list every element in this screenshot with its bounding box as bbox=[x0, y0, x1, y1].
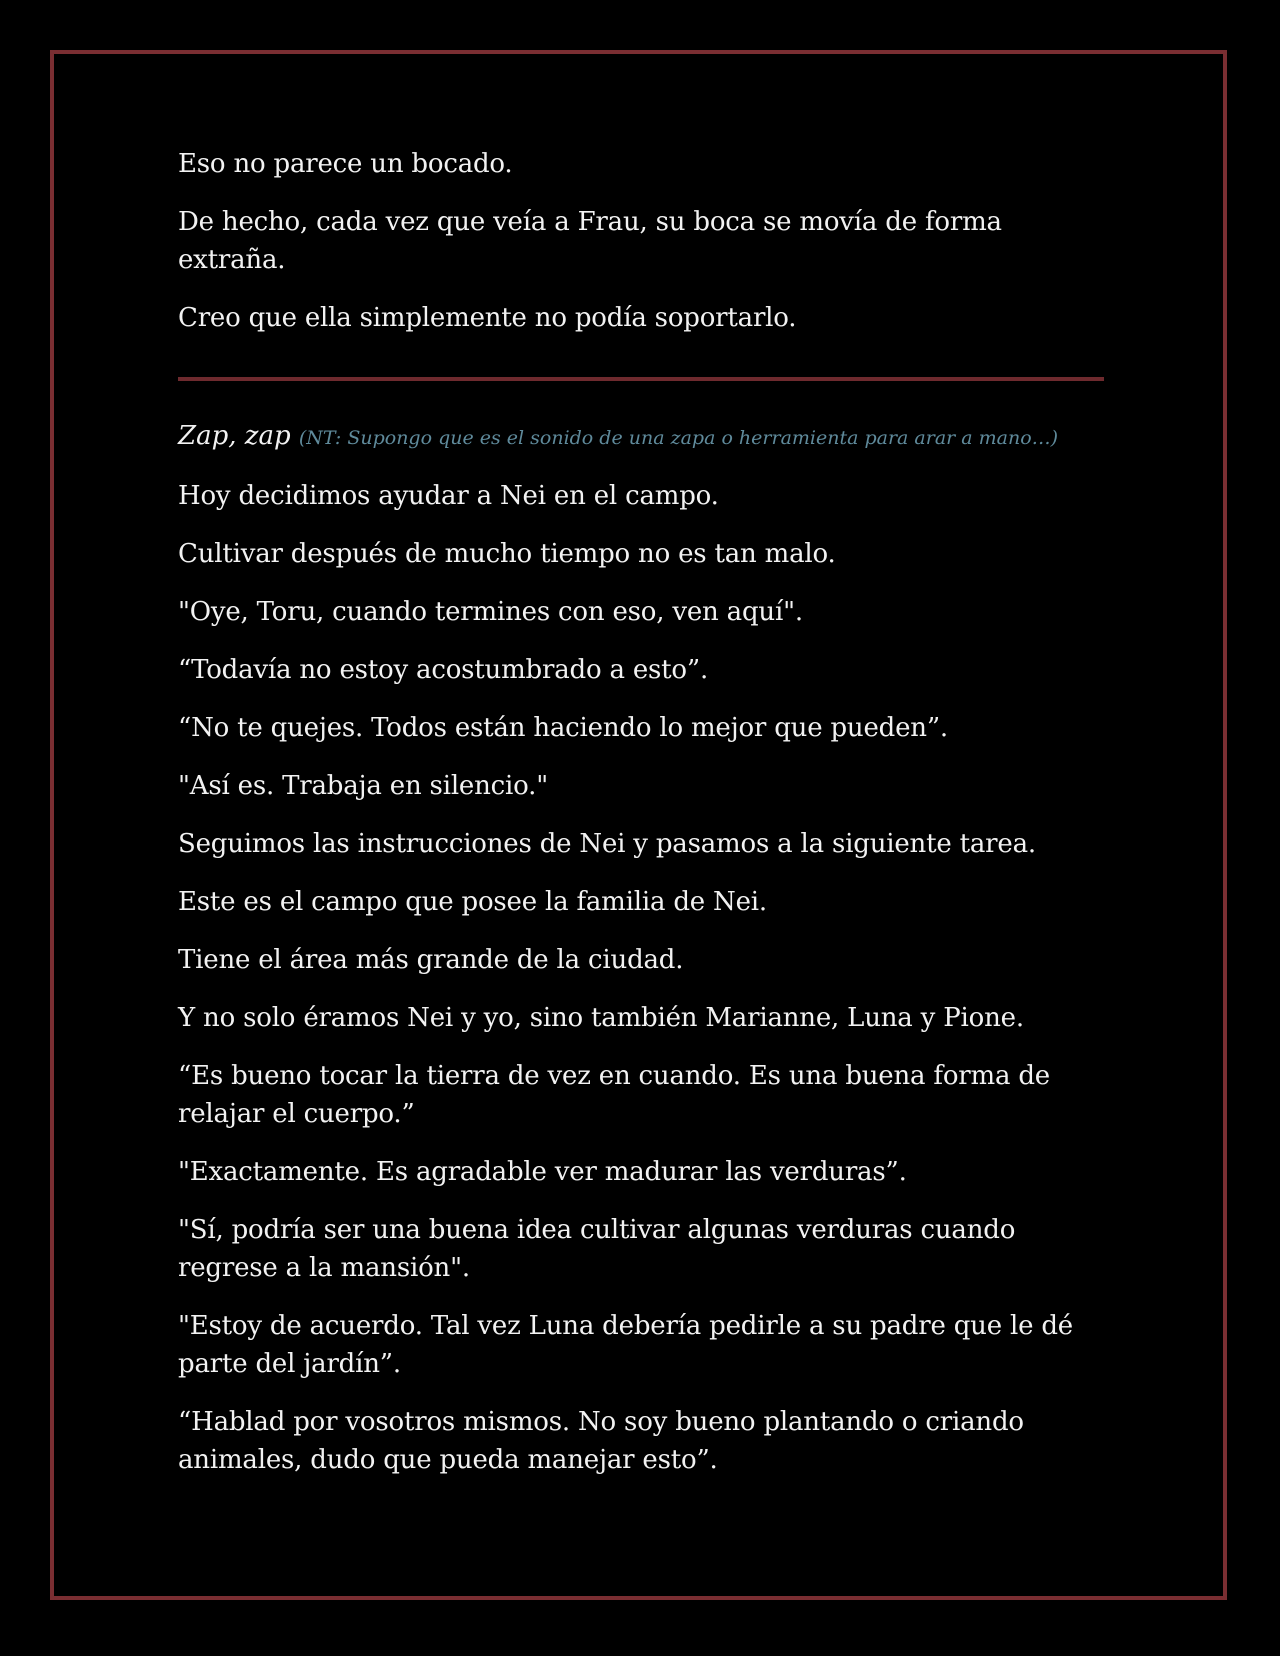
text-content bbox=[178, 145, 1108, 1499]
paragraph: “Hablad por vosotros mismos. No soy bueno plantando o criando animales, dudo que pueda manejar esto”. bbox=[178, 1407, 1024, 1475]
paragraph: Tiene el área más grande de la ciudad. bbox=[178, 945, 684, 975]
paragraph: “No te quejes. Todos están haciendo lo mejor que pueden”. bbox=[178, 713, 948, 743]
paragraph: Y no solo éramos Nei y yo, sino también Marianne, Luna y Pione. bbox=[178, 1003, 1024, 1033]
paragraph: Cultivar después de mucho tiempo no es tan malo. bbox=[178, 539, 836, 569]
section-divider bbox=[178, 377, 1104, 381]
paragraph: "Estoy de acuerdo. Tal vez Luna debería pedirle a su padre que le dé parte del jardín”. bbox=[178, 1311, 1073, 1379]
paragraph: "Oye, Toru, cuando termines con eso, ven aquí". bbox=[178, 597, 803, 627]
section-two bbox=[178, 477, 1108, 1479]
sound-effect-line bbox=[178, 417, 1108, 457]
paragraph: "Sí, podría ser una buena idea cultivar algunas verduras cuando regrese a la mansión". bbox=[178, 1215, 1016, 1283]
paragraph: Este es el campo que posee la familia de Nei. bbox=[178, 887, 767, 917]
paragraph: De hecho, cada vez que veía a Frau, su boca se movía de forma extraña. bbox=[178, 207, 1002, 275]
paragraph: Creo que ella simplemente no podía soportarlo. bbox=[178, 303, 797, 333]
paragraph: Seguimos las instrucciones de Nei y pasamos a la siguiente tarea. bbox=[178, 829, 1036, 859]
paragraph: “Todavía no estoy acostumbrado a esto”. bbox=[178, 655, 709, 685]
section-one bbox=[178, 145, 1108, 337]
translator-note: (NT: Supongo que es el sonido de una zapa o herramienta para arar a mano…) bbox=[298, 427, 1059, 449]
sound-effect: Zap, zap bbox=[178, 421, 291, 451]
paragraph: Eso no parece un bocado. bbox=[178, 149, 513, 179]
paragraph: "Así es. Trabaja en silencio." bbox=[178, 771, 548, 801]
paragraph: "Exactamente. Es agradable ver madurar las verduras”. bbox=[178, 1157, 907, 1187]
paragraph: Hoy decidimos ayudar a Nei en el campo. bbox=[178, 481, 719, 511]
paragraph: “Es bueno tocar la tierra de vez en cuando. Es una buena forma de relajar el cuerpo.” bbox=[178, 1061, 1050, 1129]
